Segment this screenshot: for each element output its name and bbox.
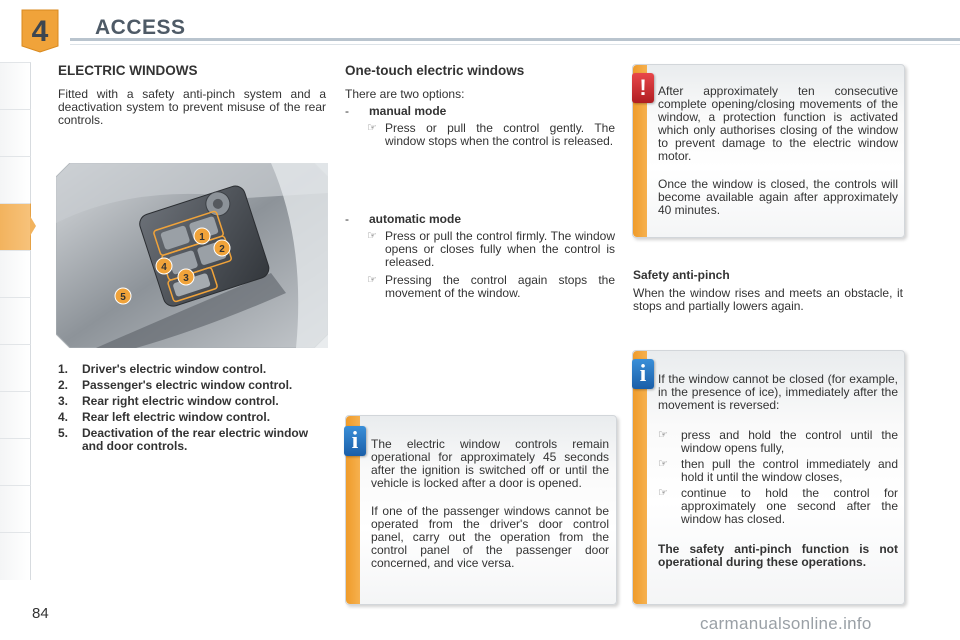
anti-pinch-text: When the window rises and meets an obstacle, it stops and partially lowers again.: [633, 286, 903, 313]
anti-pinch-title: Safety anti-pinch: [633, 268, 730, 282]
chapter-tab-8[interactable]: [0, 391, 31, 439]
callout-5-label: 5: [120, 292, 126, 303]
legend-item: [58, 379, 328, 392]
info-icon: i: [632, 359, 654, 389]
warning-para1: After approximately ten consecutive complete opening/closing movements of the window, a protection function is activated which only authorises closing of the window to prevent damage to the electric window motor.: [658, 84, 898, 163]
legend-text: Rear left electric window control.: [82, 410, 271, 424]
automatic-mode-bullet: [367, 274, 615, 300]
section-title: ELECTRIC WINDOWS: [58, 63, 198, 78]
legend-text: Rear right electric window control.: [82, 394, 279, 408]
options-intro: There are two options:: [345, 87, 465, 101]
automatic-bullet-text: Press or pull the control firmly. The window opens or closes fully when the control is released.: [385, 229, 615, 269]
automatic-mode-bullet: [367, 230, 615, 269]
one-touch-title: One-touch electric windows: [345, 63, 525, 78]
automatic-mode-label: automatic mode: [369, 212, 462, 226]
info-timing-para2: If one of the passenger windows cannot be operated from the driver's door control panel, carry out the operation from the control panel of the passenger door concerned, and vice versa.: [371, 504, 609, 570]
header-rule-thin: [70, 44, 960, 45]
info-box-timing: [345, 415, 617, 605]
legend-number: 2.: [58, 378, 69, 392]
dash-marker: -: [345, 212, 349, 226]
pointing-hand-icon: ☞: [367, 274, 377, 286]
warning-box: [632, 64, 905, 238]
info-anti-pinch-closing: The safety anti-pinch function is not operational during these operations.: [658, 542, 898, 569]
chapter-tab-10[interactable]: [0, 485, 31, 533]
chapter-tab-3[interactable]: [0, 156, 31, 204]
info-anti-pinch-steps: [658, 429, 898, 526]
pointing-hand-icon: ☞: [658, 487, 668, 499]
chapter-badge: [18, 8, 62, 54]
pointing-hand-icon: ☞: [658, 429, 668, 441]
dash-marker: -: [345, 104, 349, 118]
callout-1-label: 1: [199, 232, 205, 243]
warning-icon: !: [632, 73, 654, 103]
manual-mode-text: Press or pull the control gently. The window stops when the control is released.: [385, 121, 615, 148]
step-item: [658, 429, 898, 455]
pointing-hand-icon: ☞: [367, 122, 377, 134]
watermark: carmanualsonline.info: [700, 614, 872, 633]
automatic-bullet-text: Pressing the control again stops the movement of the window.: [385, 273, 615, 300]
door-control-panel-photo: [56, 163, 328, 348]
callout-3-label: 3: [183, 273, 189, 284]
callout-2-label: 2: [219, 244, 225, 255]
step-text: then pull the control immediately and hold it until the window closes,: [681, 457, 898, 484]
section-intro: Fitted with a safety anti-pinch system and a deactivation system to prevent misuse of the rear controls.: [58, 87, 326, 127]
chapter-tab-6[interactable]: [0, 297, 31, 345]
chapter-title: ACCESS: [95, 16, 186, 39]
step-item: [658, 487, 898, 526]
step-item: [658, 458, 898, 484]
chapter-tab-2[interactable]: [0, 109, 31, 157]
info-icon: i: [344, 426, 366, 456]
legend-text: Driver's electric window control.: [82, 362, 267, 376]
legend-number: 3.: [58, 394, 69, 408]
legend-item: [58, 395, 328, 408]
chapter-number: 4: [31, 15, 49, 48]
pointing-hand-icon: ☞: [658, 458, 668, 470]
manual-mode-label: manual mode: [369, 104, 447, 118]
legend-number: 4.: [58, 410, 69, 424]
legend-item: [58, 427, 328, 453]
legend-text: Deactivation of the rear electric window and door controls.: [82, 426, 309, 453]
chapter-tab-4-active[interactable]: [0, 203, 31, 251]
chapter-tab-1[interactable]: [0, 62, 31, 110]
manual-mode-section: [345, 105, 615, 148]
chapter-tab-11[interactable]: [0, 532, 31, 580]
chapter-tab-5[interactable]: [0, 250, 31, 298]
info-box-anti-pinch: [632, 350, 905, 605]
manual-mode-bullet: [367, 122, 615, 148]
step-text: continue to hold the control for approximately one second after the window has closed.: [681, 486, 898, 526]
callout-4-label: 4: [161, 262, 167, 273]
info-timing-para1: The electric window controls remain operational for approximately 45 seconds after the ignition is switched off or until the vehicle is locked after a door is opened.: [371, 437, 609, 490]
pointing-hand-icon: ☞: [367, 230, 377, 242]
legend-number: 5.: [58, 426, 69, 440]
chapter-tab-7[interactable]: [0, 344, 31, 392]
legend-item: [58, 363, 328, 376]
info-anti-pinch-intro: If the window cannot be closed (for example, in the presence of ice), immediately after the movement is reversed:: [658, 372, 898, 412]
warning-para2: Once the window is closed, the controls will become available again after approximately 40 minutes.: [658, 177, 898, 217]
chapter-tab-9[interactable]: [0, 438, 31, 486]
legend-number: 1.: [58, 362, 69, 376]
step-text: press and hold the control until the window opens fully,: [681, 428, 898, 455]
automatic-mode-section: [345, 213, 615, 300]
legend-text: Passenger's electric window control.: [82, 378, 293, 392]
legend-item: [58, 411, 328, 424]
chapter-tabs: [0, 62, 34, 578]
header-rule: [70, 38, 960, 41]
page-number: 84: [32, 605, 49, 622]
control-legend: [58, 363, 328, 456]
